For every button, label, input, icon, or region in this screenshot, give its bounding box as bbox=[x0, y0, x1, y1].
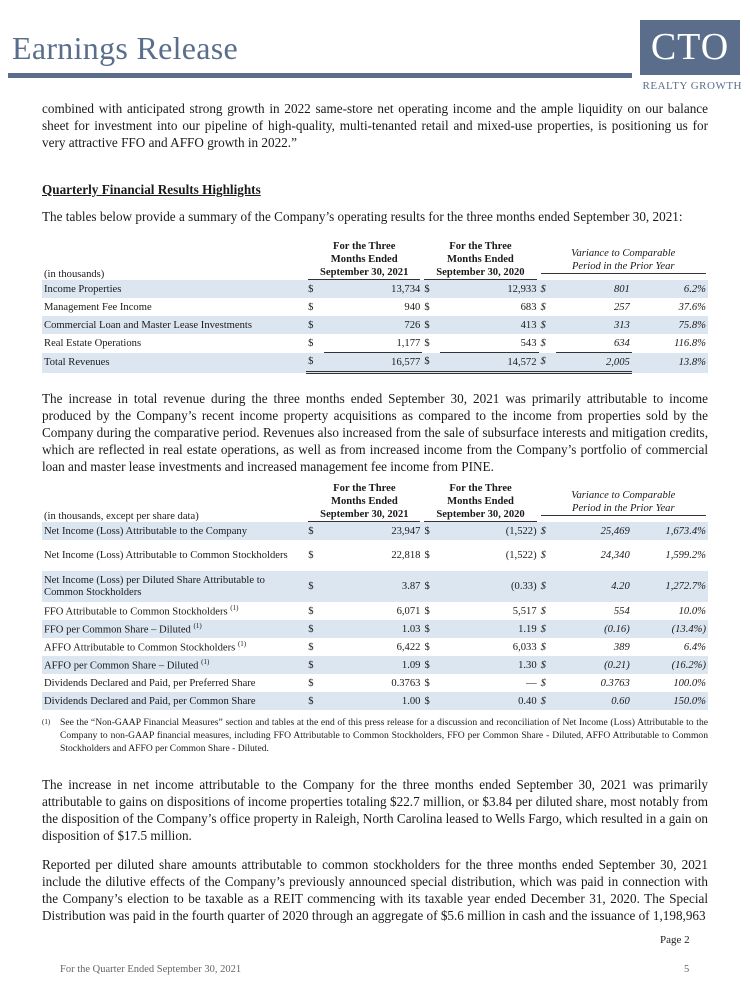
revenue-table bbox=[42, 240, 708, 374]
table-header-row bbox=[42, 482, 708, 522]
header-rule bbox=[8, 73, 632, 78]
logo-subtitle: REALTY GROWTH bbox=[642, 80, 742, 92]
table-row: Commercial Loan and Master Lease Investments $ 726 $ 413 $ 313 75.8% bbox=[42, 316, 708, 334]
footnote-text: See the “Non-GAAP Financial Measures” section and tables at the end of this press release for a discussion and reconciliation of Net Income (Loss) Attributable to the Company to non-GAAP financial measures, including FFO Attributable to Common Stockholders, FFO per Common Share - Diluted, AFFO Attributable to Common Stockholders and AFFO per Common Share - Diluted. bbox=[60, 717, 708, 754]
table-row: Net Income (Loss) Attributable to Common Stockholders $ 22,818 $ (1,522) $ 24,340 1,599.2% bbox=[42, 540, 708, 571]
revenue-paragraph: The increase in total revenue during the three months ended September 30, 2021 was primarily attributable to income produced by the Company’s recent income property acquisitions as compared to the income from properties sold by the Company during the comparative period. Revenues also increased from the sale of subsurface interests and mitigation credits, which are reflected in real estate operations, as well as from increased income from the Company’s portfolio of commercial loan and master lease investments and increased management fee income from PINE. bbox=[42, 391, 708, 474]
table-row: Real Estate Operations $ 1,177 $ 543 $ 634 116.8% bbox=[42, 334, 708, 353]
company-logo bbox=[640, 20, 740, 75]
tables-intro-paragraph: The tables below provide a summary of the Company’s operating results for the three months ended September 30, 2021: bbox=[42, 209, 683, 224]
table-row: Dividends Declared and Paid, per Preferred Share $ 0.3763 $ — $ 0.3763 100.0% bbox=[42, 674, 708, 692]
section-heading: Quarterly Financial Results Highlights bbox=[42, 182, 261, 197]
table-row: Management Fee Income $ 940 $ 683 $ 257 37.6% bbox=[42, 298, 708, 316]
net-income-paragraph: The increase in net income attributable to the Company for the three months ended September 30, 2021 was primarily attributable to gains on dispositions of income properties totaling $22.7 million, or $3.84 per diluted share, most notably from the disposition of the Company’s office property in Raleigh, North Carolina leased to Wells Fargo, which resulted in a gain on disposition of $17.5 million. bbox=[42, 777, 708, 843]
column-header-variance: Variance to Comparable Period in the Prior Year bbox=[539, 482, 708, 522]
table-row: Net Income (Loss) per Diluted Share Attributable to Common Stockholders $ 3.87 $ (0.33) $ 4.20 1,272.7% bbox=[42, 571, 708, 602]
column-header-2020: For the Three Months Ended September 30, 2020 bbox=[422, 240, 538, 280]
column-header-2020: For the Three Months Ended September 30, 2020 bbox=[422, 482, 538, 522]
column-header-2021: For the Three Months Ended September 30, 2021 bbox=[306, 240, 422, 280]
page-title: Earnings Release bbox=[12, 30, 239, 66]
table-row: Income Properties $ 13,734 $ 12,933 $ 801 6.2% bbox=[42, 280, 708, 298]
footnote-marker: (1) bbox=[42, 718, 51, 726]
table-row: AFFO per Common Share – Diluted $^{(1)}$ $ 1.09 $ 1.30 $ (0.21) (16.2%) bbox=[42, 656, 708, 674]
earnings-table bbox=[42, 482, 708, 710]
table-header-row bbox=[42, 240, 708, 280]
diluted-share-paragraph: Reported per diluted share amounts attributable to common stockholders for the three months ended September 30, 2021 include the dilutive effects of the Company’s previously announced special distribution, which was paid in connection with the Company’s election to be taxable as a REIT commencing with its taxable year ended December 31, 2020. The Special Distribution was paid in the fourth quarter of 2020 through an aggregate of $5.6 million in cash and the issuance of 1,198,963 bbox=[42, 857, 708, 923]
table-row: Net Income (Loss) Attributable to the Company $ 23,947 $ (1,522) $ 25,469 1,673.4% bbox=[42, 522, 708, 540]
intro-paragraph: combined with anticipated strong growth in 2022 same-store net operating income and the ample liquidity on our balance sheet for investment into our pipeline of high-quality, multi-tenanted retail and mixed-use properties, is positioning us for very attractive FFO and AFFO growth in 2022.” bbox=[42, 101, 708, 150]
footer-period: For the Quarter Ended September 30, 2021 bbox=[60, 964, 242, 975]
table-row: FFO Attributable to Common Stockholders $^{(1)}$ $ 6,071 $ 5,517 $ 554 10.0% bbox=[42, 602, 708, 620]
table-row: FFO per Common Share – Diluted $^{(1)}$ $ 1.03 $ 1.19 $ (0.16) (13.4%) bbox=[42, 620, 708, 638]
page-number: 5 bbox=[684, 964, 690, 975]
page-label: Page 2 bbox=[660, 934, 690, 946]
column-label: (in thousands, except per share data) bbox=[44, 511, 199, 522]
table-row-total: Total Revenues $ 16,577 $ 14,572 $ 2,005 13.8% bbox=[42, 353, 708, 373]
column-label: (in thousands) bbox=[44, 269, 105, 280]
column-header-variance: Variance to Comparable Period in the Prior Year bbox=[539, 240, 708, 280]
column-header-2021: For the Three Months Ended September 30, 2021 bbox=[306, 482, 422, 522]
table-row: Dividends Declared and Paid, per Common Share $ 1.00 $ 0.40 $ 0.60 150.0% bbox=[42, 692, 708, 710]
table-row: AFFO Attributable to Common Stockholders $^{(1)}$ $ 6,422 $ 6,033 $ 389 6.4% bbox=[42, 638, 708, 656]
logo-text: CTO bbox=[650, 26, 730, 68]
